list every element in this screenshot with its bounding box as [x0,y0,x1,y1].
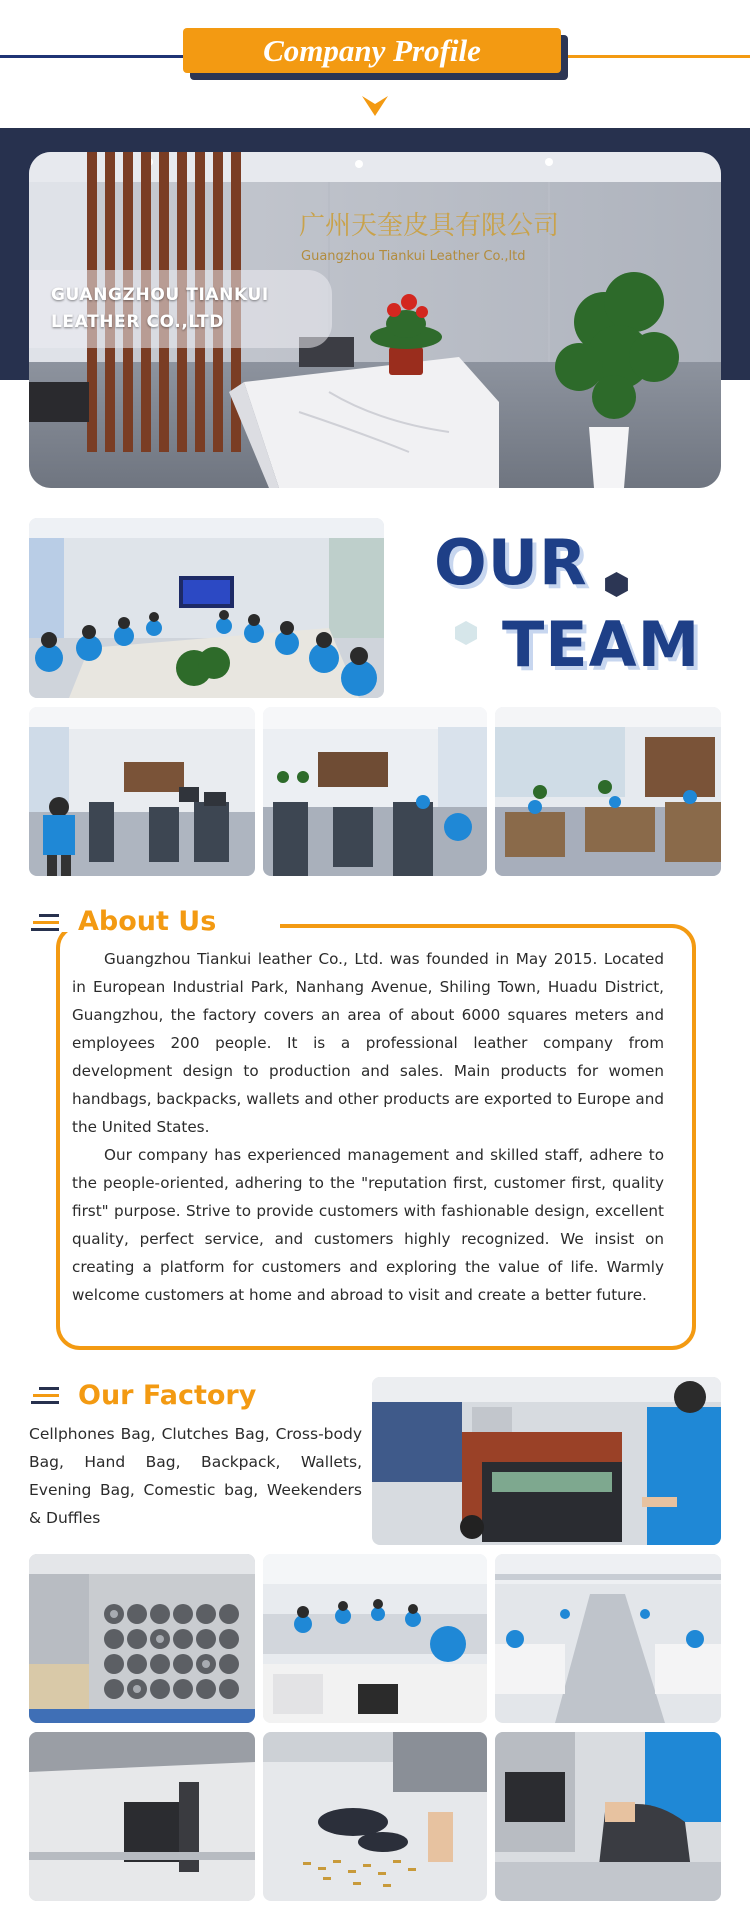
factory-machine-closeup-photo [29,1732,255,1901]
factory-sewing-closeup-photo [495,1732,721,1901]
about-paragraph-2: Our company has experienced management and skilled staff, adhere to the people-oriented, adhering to the "reputation first, customer first, quality first" purpose. Strive to provide customers with fashionable design, excellent quality, perfect service, and customers highly recognized. We insist on creating a platform for customers and exploring the value of life. Warmly welcome customers at home and abroad to visit and create a better future. [72,1146,664,1304]
factory-cutting-machine-photo [372,1377,721,1545]
about-paragraph-1: Guangzhou Tiankui leather Co., Ltd. was founded in May 2015. Located in European Industrial Park, Nanhang Avenue, Shiling Town, Huadu District, Guangzhou, the factory covers an area of about 6000 squares meters and employees 200 people. It is a professional leather company from development design to production and sales. Main products for women handbags, backpacks, wallets and other products are exported to Europe and the United States. [72,950,664,1136]
factory-sewing-workers-photo [263,1554,487,1723]
about-title: About Us [78,906,217,937]
chevron-down-icon [362,94,388,116]
team-meeting-photo [29,518,384,698]
hero-caption-line1: GUANGZHOU TIANKUI [51,285,269,305]
wall-sign-cn: 广州天奎皮具有限公司 [299,211,560,241]
header-line-left [0,55,185,58]
section-bars-icon [31,914,59,932]
hero-company-caption [29,270,332,348]
factory-products-text: Cellphones Bag, Clutches Bag, Cross-body Bag, Hand Bag, Backpack, Wallets, Evening Bag, Comestic bag, Weekenders & Duffles [29,1425,362,1527]
team-heading-our: OUR [434,526,588,599]
header-line-right [565,55,750,58]
page-title: Company Profile [263,32,481,68]
hexagon-decoration-light [453,620,479,646]
header-badge [183,28,561,73]
office-photo-2 [263,707,487,876]
factory-title: Our Factory [78,1380,257,1411]
about-body [72,945,664,1309]
factory-hardware-parts-photo [263,1732,487,1901]
section-bars-icon [31,1387,59,1405]
factory-leather-rolls-photo [29,1554,255,1723]
factory-production-line-photo [495,1554,721,1723]
hero-caption-line2: LEATHER CO.,LTD [51,312,224,332]
team-heading-team: TEAM [502,608,701,681]
office-photo-1 [29,707,255,876]
wall-sign-en: Guangzhou Tiankui Leather Co.,ltd [301,249,526,264]
office-photo-3 [495,707,721,876]
hexagon-decoration-dark [603,571,630,598]
